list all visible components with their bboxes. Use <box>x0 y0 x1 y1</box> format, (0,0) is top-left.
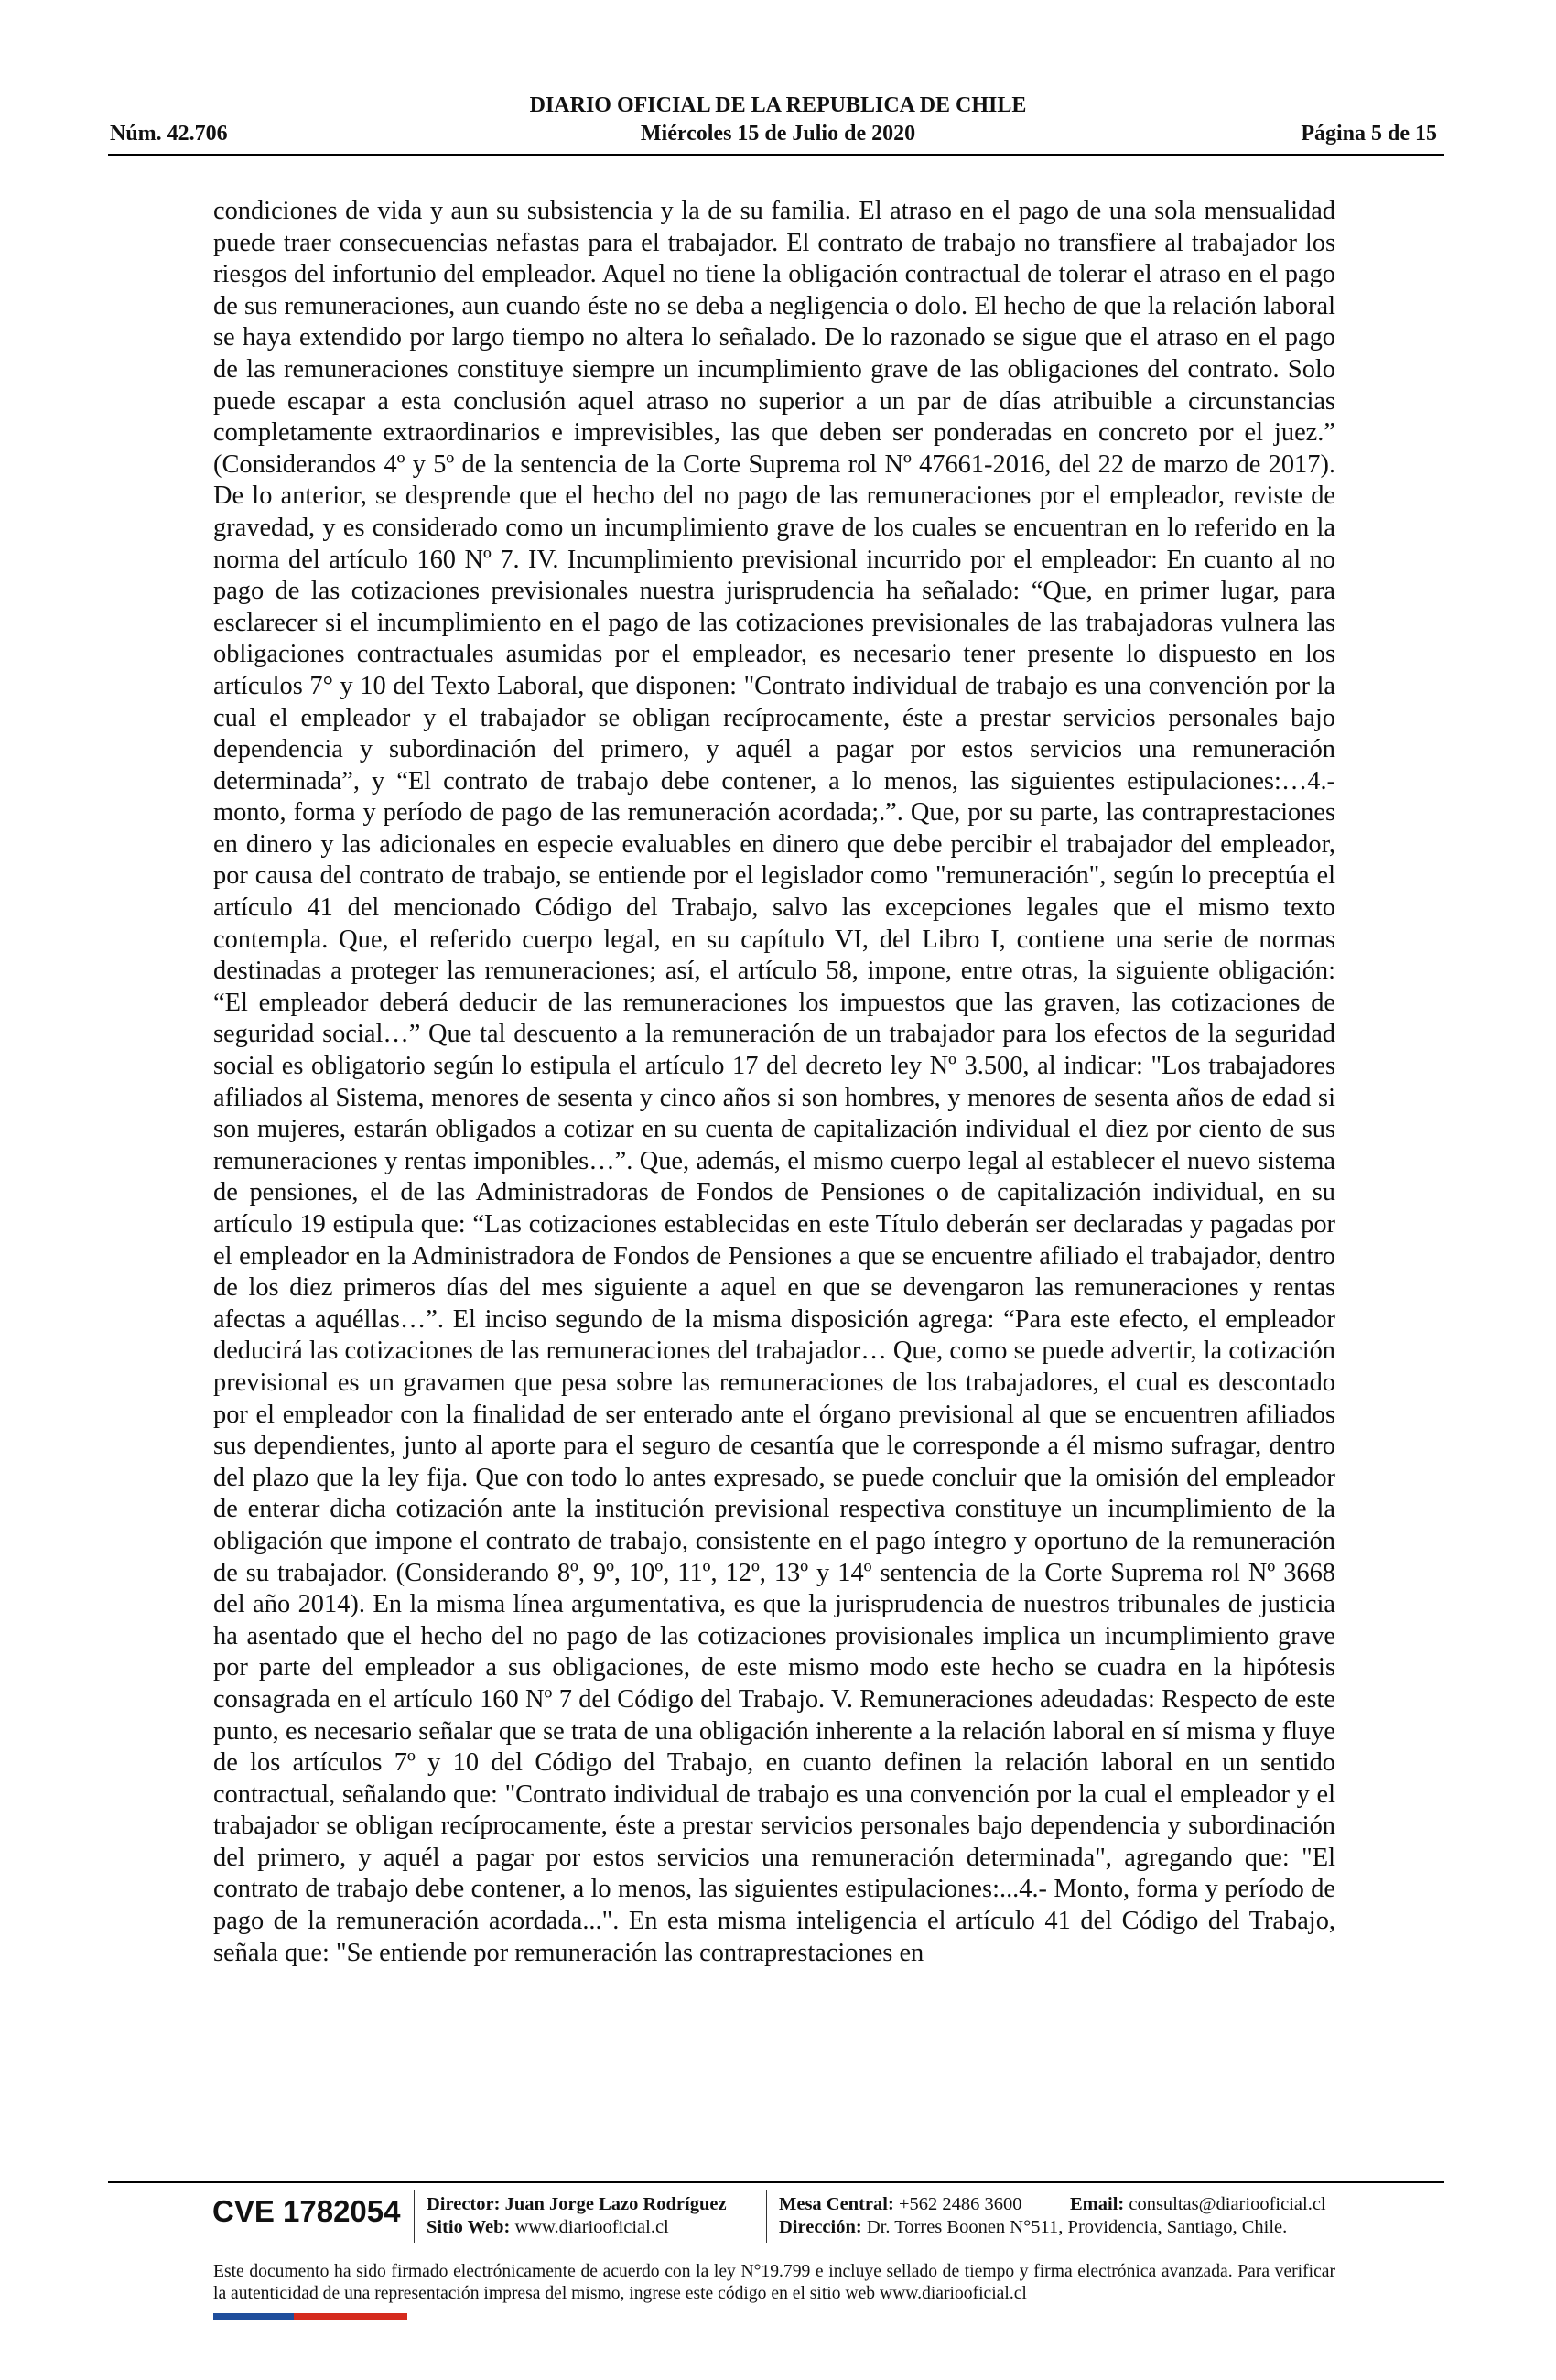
phone-line <box>779 2193 1022 2216</box>
address-line <box>779 2216 1287 2239</box>
website-link[interactable]: www.diariooficial.cl <box>514 2217 669 2237</box>
issue-date: Miércoles 15 de Julio de 2020 <box>640 122 916 146</box>
issue-number: Núm. 42.706 <box>110 122 228 146</box>
email-link[interactable]: consultas@diariooficial.cl <box>1129 2194 1326 2214</box>
footer-separator <box>766 2190 767 2243</box>
address-label: Dirección: <box>779 2217 862 2237</box>
legal-notice: Este documento ha sido firmado electrónicamente de acuerdo con la ley N°19.799 e incluye sellado de tiempo y firma electrónica avanzada. Para verificar la autenticidad de una representación impresa del mismo, ingrese este código en el sitio web www.diariooficial.cl <box>213 2262 1335 2303</box>
email-label: Email: <box>1070 2194 1125 2214</box>
header-divider <box>108 154 1444 156</box>
cve-code: CVE 1782054 <box>212 2194 401 2228</box>
flag-blue-segment <box>213 2313 294 2320</box>
website-line <box>427 2216 669 2239</box>
newspaper-title: DIARIO OFICIAL DE LA REPUBLICA DE CHILE <box>529 93 1027 117</box>
director-line <box>427 2193 727 2216</box>
email-line <box>1070 2193 1326 2216</box>
flag-stripe <box>213 2313 407 2320</box>
footer-divider <box>108 2181 1444 2183</box>
address-value: Dr. Torres Boonen N°511, Providencia, Santiago, Chile. <box>866 2217 1288 2237</box>
director-label: Director: <box>427 2194 501 2214</box>
page-indicator: Página 5 de 15 <box>1301 122 1437 146</box>
phone-number: +562 2486 3600 <box>898 2194 1022 2214</box>
website-label: Sitio Web: <box>427 2217 511 2237</box>
director-name: Juan Jorge Lazo Rodríguez <box>504 2194 727 2214</box>
phone-label: Mesa Central: <box>779 2194 894 2214</box>
flag-red-segment <box>294 2313 407 2320</box>
footer-separator <box>414 2190 415 2243</box>
body-text: condiciones de vida y aun su subsistencia y la de su familia. El atraso en el pago de una sola mensualidad puede traer consecuencias nefastas para el trabajador. El contrato de trabajo no transfiere al trabajador los riesgos del infortunio del empleador. Aquel no tiene la obligación contractual de tolerar el atraso en el pago de sus remuneraciones, aun cuando éste no se deba a negligencia o dolo. El hecho de que la relación laboral se haya extendido por largo tiempo no altera lo señalado. De lo razonado se sigue que el atraso en el pago de las remuneraciones constituye siempre un incumplimiento grave de las obligaciones del contrato. Solo puede escapar a esta conclusión aquel atraso no superior a un par de días atribuible a circunstancias completamente extraordinarios e imprevisibles, las que deben ser ponderadas en concreto por el juez.” (Considerandos 4º y 5º de la sentencia de la Corte Suprema rol Nº 47661-2016, del 22 de marzo de 2017). De lo anterior, se desprende que el hecho del no pago de las remuneraciones por el empleador, reviste de gravedad, y es considerado como un incumplimiento grave de los cuales se encuentran en lo referido en la norma del artículo 160 Nº 7. IV. Incumplimiento previsional incurrido por el empleador: En cuanto al no pago de las cotizaciones previsionales nuestra jurisprudencia ha señalado: “Que, en primer lugar, para esclarecer si el incumplimiento en el pago de las cotizaciones previsionales de las trabajadoras vulnera las obligaciones contractuales asumidas por el empleador, es necesario tener presente lo dispuesto en los artículos 7° y 10 del Texto Laboral, que disponen: "Contrato individual de trabajo es una convención por la cual el empleador y el trabajador se obligan recíprocamente, éste a prestar servicios personales bajo dependencia y subordinación del primero, y aquél a pagar por estos servicios una remuneración determinada”, y “El contrato de trabajo debe contener, a lo menos, las siguientes estipulaciones:…4.- monto, forma y período de pago de las remuneración acordada;.”. Que, por su parte, las contraprestaciones en dinero y las adicionales en especie evaluables en dinero que debe percibir el trabajador del empleador, por causa del contrato de trabajo, se entiende por el legislador como "remuneración", según lo preceptúa el artículo 41 del mencionado Código del Trabajo, salvo las excepciones legales que el mismo texto contempla. Que, el referido cuerpo legal, en su capítulo VI, del Libro I, contiene una serie de normas destinadas a proteger las remuneraciones; así, el artículo 58, impone, entre otras, la siguiente obligación: “El empleador deberá deducir de las remuneraciones los impuestos que las graven, las cotizaciones de seguridad social…” Que tal descuento a la remuneración de un trabajador para los efectos de la seguridad social es obligatorio según lo estipula el artículo 17 del decreto ley Nº 3.500, al indicar: "Los trabajadores afiliados al Sistema, menores de sesenta y cinco años si son hombres, y menores de sesenta años de edad si son mujeres, estarán obligados a cotizar en su cuenta de capitalización individual el diez por ciento de sus remuneraciones y rentas imponibles…”. Que, además, el mismo cuerpo legal al establecer el nuevo sistema de pensiones, el de las Administradoras de Fondos de Pensiones o de capitalización individual, en su artículo 19 estipula que: “Las cotizaciones establecidas en este Título deberán ser declaradas y pagadas por el empleador en la Administradora de Fondos de Pensiones a que se encuentre afiliado el trabajador, dentro de los diez primeros días del mes siguiente a aquel en que se devengaron las remuneraciones y rentas afectas a aquéllas…”. El inciso segundo de la misma disposición agrega: “Para este efecto, el empleador deducirá las cotizaciones de las remuneraciones del trabajador… Que, como se puede advertir, la cotización previsional es un gravamen que pesa sobre las remuneraciones de los trabajadores, el cual es descontado por el empleador con la finalidad de ser enterado ante el órgano previsional al que se encuentren afiliados sus dependientes, junto al aporte para el seguro de cesantía que le corresponde a él mismo sufragar, dentro del plazo que la ley fija. Que con todo lo antes expresado, se puede concluir que la omisión del empleador de enterar dicha cotización ante la institución previsional respectiva constituye un incumplimiento de la obligación que impone el contrato de trabajo, consistente en el pago íntegro y oportuno de la remuneración de su trabajador. (Considerando 8º, 9º, 10º, 11º, 12º, 13º y 14º sentencia de la Corte Suprema rol Nº 3668 del año 2014). En la misma línea argumentativa, es que la jurisprudencia de nuestros tribunales de justicia ha asentado que el hecho del no pago de las cotizaciones provisionales implica un incumplimiento grave por parte del empleador a sus obligaciones, de este mismo modo este hecho se cuadra en la hipótesis consagrada en el artículo 160 Nº 7 del Código del Trabajo. V. Remuneraciones adeudadas: Respecto de este punto, es necesario señalar que se trata de una obligación inherente a la relación laboral en sí misma y fluye de los artículos 7º y 10 del Código del Trabajo, en cuanto definen la relación laboral en un sentido contractual, señalando que: "Contrato individual de trabajo es una convención por la cual el empleador y el trabajador se obligan recíprocamente, éste a prestar servicios personales bajo dependencia y subordinación del primero, y aquél a pagar por estos servicios una remuneración determinada", agregando que: "El contrato de trabajo debe contener, a lo menos, las siguientes estipulaciones:...4.- Monto, forma y período de pago de la remuneración acordada...". En esta misma inteligencia el artículo 41 del Código del Trabajo, señala que: "Se entiende por remuneración las contraprestaciones en <box>213 197 1335 1967</box>
